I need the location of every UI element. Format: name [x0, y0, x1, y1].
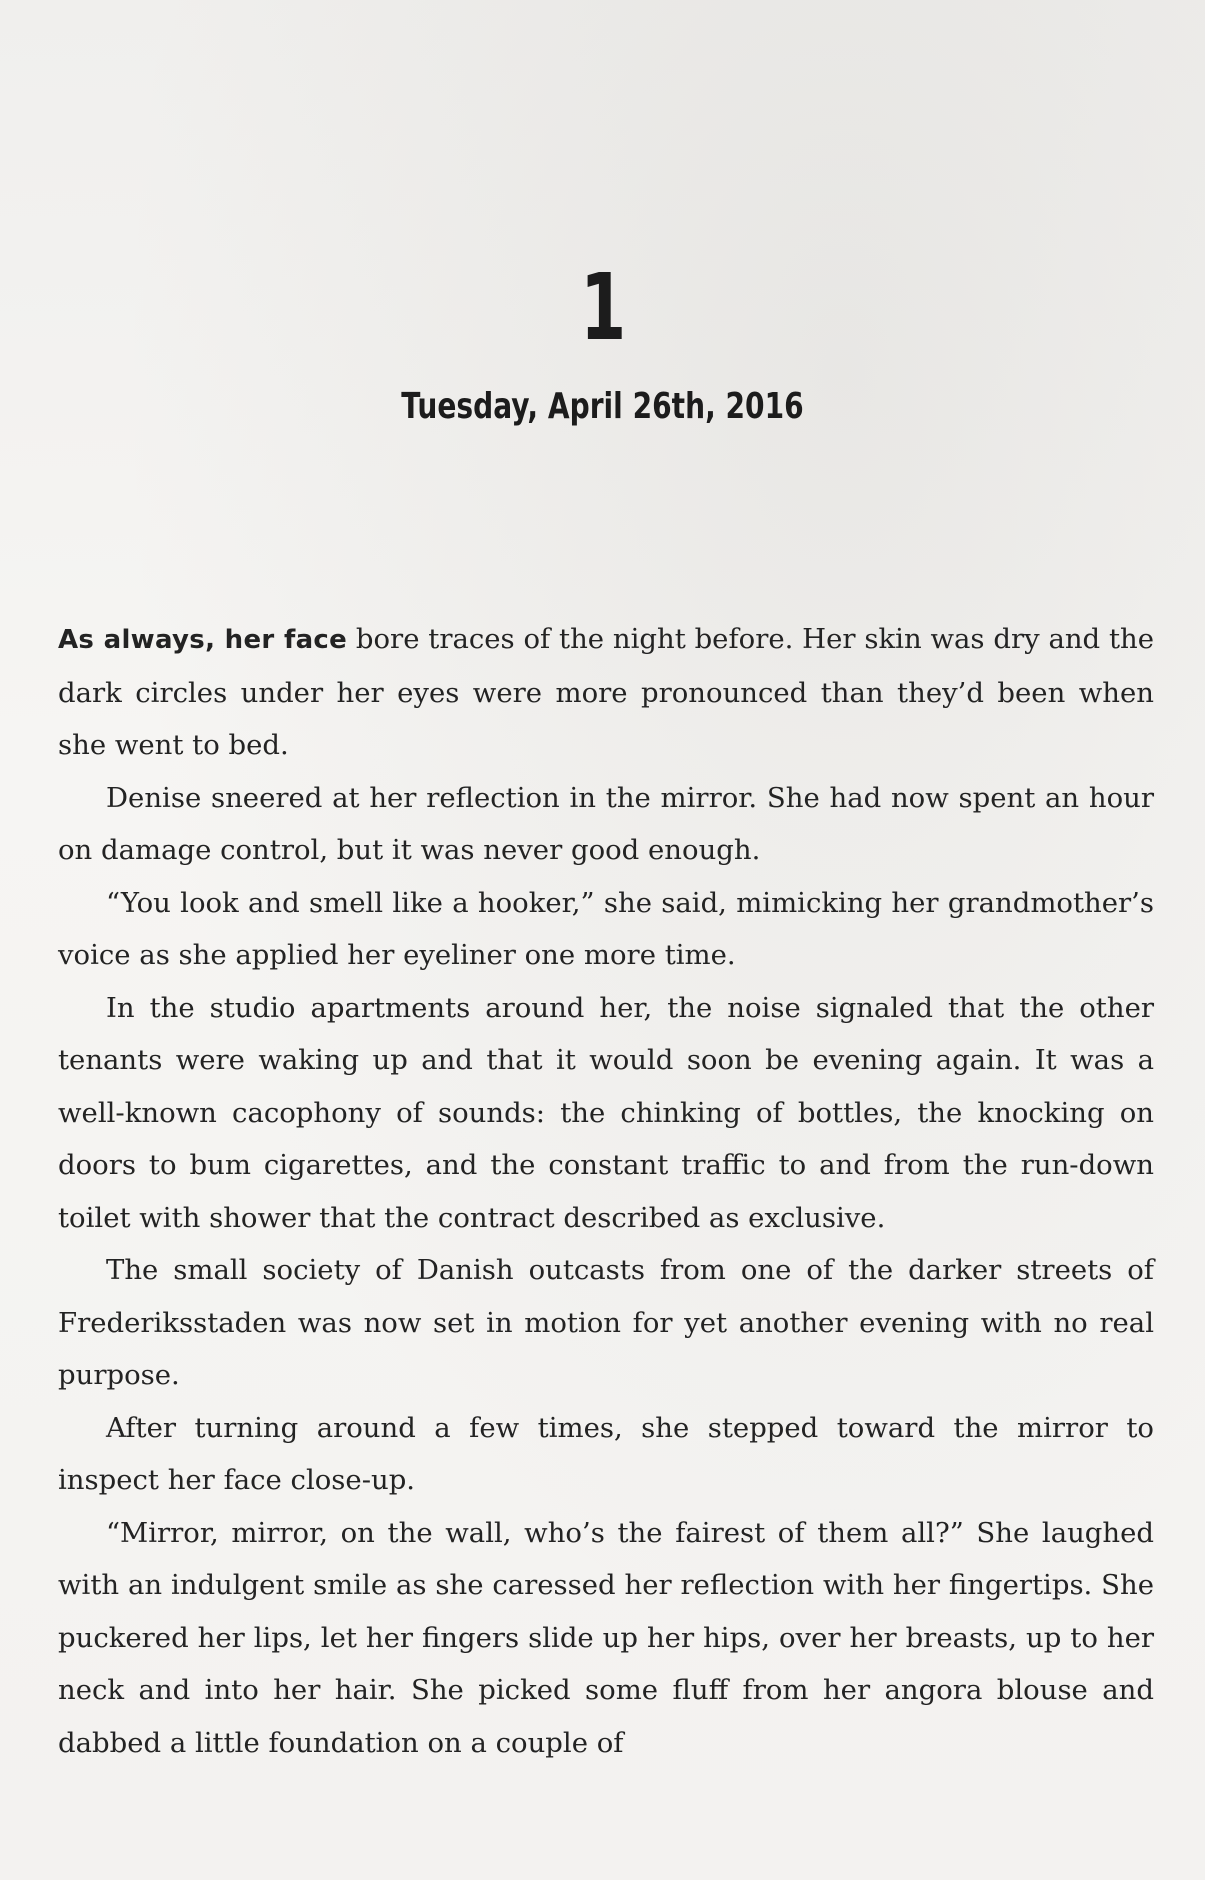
- paragraph-3: “You look and smell like a hooker,” she said, mimicking her grandmother’s voice as she applied her eyeliner one more time.: [58, 886, 1154, 971]
- chapter-date: Tuesday, April 26th, 2016: [401, 386, 804, 427]
- paragraph-1: [58, 613, 1154, 772]
- paragraph-text: bore traces of the night before. Her skin was dry and the dark circles under her eyes were more pronounced than they’d been when she went to bed.: [58, 623, 1155, 761]
- chapter-body: [58, 613, 1154, 1769]
- paragraph-5: The small society of Danish outcasts from one of the darker streets of Frederiksstaden was now set in motion for yet another evening with no real purpose.: [58, 1254, 1154, 1391]
- chapter-number: 1: [580, 254, 625, 361]
- paragraph-6: After turning around a few times, she stepped toward the mirror to inspect her face close-up.: [58, 1411, 1154, 1496]
- paragraph-7: “Mirror, mirror, on the wall, who’s the fairest of them all?” She laughed with an indulgent smile as she caressed her reflection with her fingertips. She puckered her lips, let her fingers slide up her hips, over her breasts, up to her neck and into her hair. She picked some fluff from her angora blouse and dabbed a little foundation on a couple of: [58, 1516, 1154, 1759]
- paragraph-4: In the studio apartments around her, the noise signaled that the other tenants were waking up and that it would soon be evening again. It was a well-known cacophony of sounds: the chinking of bottles, the knocking on doors to bum cigarettes, and the constant traffic to and from the run-down toilet with shower that the contract described as exclusive.: [58, 991, 1154, 1234]
- paragraph-2: Denise sneered at her reflection in the mirror. She had now spent an hour on damage control, but it was never good enough.: [58, 781, 1154, 866]
- lead-in-text: As always, her face: [58, 625, 348, 655]
